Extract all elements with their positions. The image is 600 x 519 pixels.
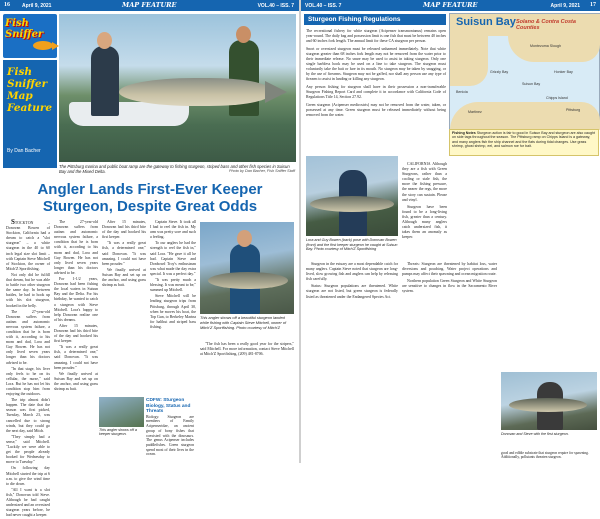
feature-title-line-2: Sniffer: [7, 78, 48, 90]
feature-panel: [3, 60, 57, 168]
logo-text: [5, 18, 43, 40]
right-page-issue: VOL.40 – ISS. 7: [305, 3, 342, 9]
byline: [7, 148, 55, 154]
map-title: Suisun Bay: [456, 16, 516, 28]
col1-text: TOCKTON – Donovan Bowen of Stockton, California had a dream to catch a "slot sturgeon" – a white sturgeon in the 40 to 60 inch legal size slot limit – with Captain Steve Mitchell of Stockton, the owner of Mitch'Z Sportfishing.: [6, 221, 50, 271]
article-column-1: [6, 220, 50, 519]
map-land-west: [450, 36, 488, 86]
secondary-photo: [99, 397, 144, 427]
cdfw-box: [146, 398, 194, 457]
main-photo-credit: Photo by Dan Bacher, Fish Sniffer Staff: [228, 169, 295, 173]
left-page-issue: VOL.40 – ISS. 7: [257, 3, 294, 9]
byline-author: Dan Bacher: [14, 148, 41, 154]
map-land-marsh: [508, 36, 600, 62]
right-page: [301, 0, 600, 463]
article-column-3: [102, 220, 146, 289]
cdfw-title: CDFW: Sturgeon Biology, Status and Threats: [146, 398, 191, 415]
sturgeon-shape: [509, 398, 587, 412]
map-land-south: [450, 102, 600, 130]
col2-paragraph: After 15 minutes, Donovan had his third bite of the day and hooked his first keeper.: [54, 323, 98, 344]
col1-paragraph: On following day Mitchell started the trip at 6 a.m. to give the wind time to die down.: [6, 466, 50, 486]
donovan-steve-photo-caption: Donovan and Steve with the first sturgeon.: [501, 432, 569, 436]
map-label: Chipps Island: [546, 96, 568, 100]
map-label: Grizzly Bay: [490, 70, 509, 74]
left-page-number: 16: [4, 2, 10, 8]
logo-line-2: Sniffer: [5, 29, 44, 40]
col3-paragraph: "It was a really great fish, a determined one," said Donovan. "It was amazing. I could not have been prouder.": [102, 241, 146, 266]
main-photo-caption: The Pittsburg marina and public boat ramp are the gateway to fishing sturgeon, striped bass and other fish species in Suisun Bay and the Mixed Delta.: [59, 164, 290, 174]
bowen-family-photo: [306, 156, 398, 236]
col4-paragraph: Captain Steve. It took all I had to reel the fish in. My arm was pretty sore and such a feeling.: [150, 220, 196, 240]
bowen-photo-caption-text: Lora and Guy Bowen (back) pose with Donovan Bowen (front) and the first keeper sturgeon he caught at Suisun Bay.: [306, 238, 398, 251]
col3-paragraph: We finally arrived at Suisun Bay and set up on the anchor, and using grass shrimp as bait.: [102, 267, 146, 288]
right-page-number: 17: [590, 2, 596, 8]
col2-paragraph: The 27-year-old Donovan suffers from autism and autonomic nervous system failure, a condition that he is born with it, according to his mom and dad, Lora and Guy Bowen. He has not only lived seven years longer than his doctors advised to be.: [54, 220, 98, 275]
logo-line-1: Fish: [5, 18, 29, 29]
bowen-photo-caption: [306, 238, 398, 252]
byline-by: By: [7, 148, 13, 154]
map-note-text: Sturgeon action is fair to good in Suisun Bay and sturgeon are also caught on side tags throughout the season. The Pittsburg ramp on Chipps Island is a gateway, and many anglers fish the ship channel and the flats during tidal changes. Use grass shrimp, ghost shrimp, eel, and salmon roe for bait.: [452, 131, 596, 148]
col4-paragraph: To our anglers he had the strength to reel the fish in," said Lora. "He gave it all he had. Captain Steve and Donbowd Troy's enthusiasm was what made the day extra special. It was a perfect day.": [150, 241, 196, 276]
fish-icon: [33, 41, 53, 50]
right-page-section: MAP FEATURE: [423, 1, 478, 9]
map-label: Benicia: [456, 90, 468, 94]
feature-title-line-3: Map: [7, 90, 33, 102]
bowen-photo-credit: Photo courtesy of Mitch'Z Sportfishing: [314, 247, 377, 251]
cdfw-text: Biology: Sturgeon are members of Family Acipenseridae, an ancient group of bony fishes that coexisted with the dinosaurs. The genus Acipenser includes paddlefishes. Green sturgeon spend most of their lives in the ocean.: [146, 414, 194, 457]
article-headline: Angler Lands First-Ever Keeper Sturgeon, Despite Great Odds: [37, 181, 263, 215]
rcol2-paragraph: Sturgeon in the estuary are a most dependable catch for many anglers. Captain Steve noted that sturgeon are long-lived, slow growing fish and anglers can help by releasing fish carefully.: [306, 262, 398, 282]
regulations-title: Sturgeon Fishing Regulations: [304, 14, 446, 25]
boat-shape: [69, 102, 189, 126]
sturgeon-shape: [208, 272, 288, 289]
col1-paragraph: The trip almost didn't happen. The date that the season was first picked, Tuesday, March 23, was cancelled due to strong winds, but they could go the next day, said Mitch.: [6, 398, 50, 433]
regulations-text: [306, 29, 446, 121]
map-label: Pittsburg: [566, 108, 581, 112]
article-column-4: [150, 220, 196, 331]
sturgeon-shape: [119, 78, 269, 106]
sturgeon-shape: [310, 196, 394, 212]
right-page-header-bar: [301, 0, 600, 11]
col2-paragraph: For 1-1/2 years, Donovan had been fishing the local waters in Suisun Bay and the Delta. For his birthday, he wanted to catch a sturgeon with Steve Mitchell. Lora's happy to help Donovan realize one of his dreams.: [54, 277, 98, 322]
article-column-2: [54, 220, 98, 393]
col1-paragraph: "They simply had a sense," said Mitchell. "Luckily we were able to get the people already booked for Wednesday to move to Tuesday.": [6, 434, 50, 465]
rcol1-paragraph: CALIFORNIA Although they are a fish with Green Sturgeons, rather than a cooling or stale fish, the more the fishing pressure, the nearer the regs, the more the story can sustain. Please and vinyl.: [402, 162, 447, 202]
angler-photo-caption-text: This angler shows off a beautiful sturgeon landed while fishing with Captain Steve Mitchell, owner of Mitch'Z Sportfishing.: [200, 315, 287, 330]
left-page: [0, 0, 299, 518]
col1-paragraph: [6, 220, 50, 272]
donovan-steve-photo: [501, 372, 597, 430]
angler-photo-caption: [200, 316, 294, 330]
map-label: Honker Bay: [554, 70, 573, 74]
feature-title-line-4: Feature: [7, 102, 53, 114]
map-fishing-notes: [449, 129, 599, 156]
article-column-5: [200, 342, 294, 358]
col1-paragraph: Not only did he fulfill that dream, but he was able to battle two other sturgeon the same day. In between battles, he had to hook up with his slot sturgeon, hooked in the belly.: [6, 272, 50, 308]
right-bottom-text: good and edible substrate that sturgeon require for spawning. Additionally, pollutants threaten sturgeon.: [501, 451, 589, 460]
angler-head-2: [236, 26, 251, 43]
col1-paragraph: The 27-year-old Donovan suffers from autism and autonomic nervous system failure, a condition that he is born with it, according to his mom and dad, Lora and Guy Bowen. He has not only lived seven years longer than his doctors advised to be.: [6, 309, 50, 365]
right-column-1: [402, 162, 447, 242]
col5-paragraph: "The fish has been a really good year for the stripers," said Mitchell. For more information, contact Steve Mitchell at Mitch'Z Sportfishing, (209) 481-8706.: [200, 342, 294, 357]
col4-paragraph: Steve Mitchell will be leading sturgeon trips from Pittsburg, through April 30, when he moves his boat, the Top Gun, to Berkeley Marina for halibut and striped bass fishing.: [150, 294, 196, 329]
map-subtitle: Solano & Contra Costa Counties: [516, 19, 576, 31]
col3-paragraph: After 15 minutes, Donovan had his third bite of the day and hooked his first keeper.: [102, 220, 146, 240]
secondary-photo-caption: This angler shows off a keeper sturgeon.: [99, 428, 137, 437]
angler-figure-1: [91, 46, 119, 116]
col4-paragraph: "It was pretty much a blessing. It was meant to be," summed up Mitchell.: [150, 278, 196, 293]
right-column-3: [402, 262, 497, 297]
col1-paragraph: "All I want is a slot fish," Donovan told Steve. Although he had caught undersized and an oversized sturgeon years before, he had never caught a keeper.: [6, 487, 50, 518]
drop-cap: S: [11, 218, 15, 226]
left-page-section: MAP FEATURE: [122, 1, 177, 9]
col2-paragraph: "It was a really great fish, a determined one," said Donovan. "It was amazing. I could not have been prouder.": [54, 345, 98, 370]
main-photo: [59, 14, 296, 162]
angler-photo: [200, 222, 294, 314]
left-page-header-bar: [0, 0, 299, 11]
rcol2-paragraph: Status: Sturgeon populations are threatened. White sturgeon are not listed, but green sturgeon is federally listed as threatened under the Endangered Species Act.: [306, 284, 398, 299]
rcol3-paragraph: Threats: Sturgeon are threatened by habitat loss, water diversions and poaching. Water project operations and pumps may affect their spawning and ocean migration route.: [402, 262, 497, 277]
col1-paragraph: "In that stage, his liver only feels to be on its cellular, the nurse," said Lora. But he has not let his condition stop him from enjoying the outdoors.: [6, 366, 50, 397]
regulation-paragraph: The recreational fishery for white sturgeon (Acipenser transmontanus) remains open year-round. The daily bag and possession limit is one fish that must be between 40 inches and 60 inches fork length. The annual limit for these CA sturgeon per person.: [306, 29, 446, 43]
angler-head-1: [97, 32, 112, 49]
regulation-paragraph: Snort or oversized sturgeon must be released unharmed immediately. Note that white sturgeon greater than 68 inches fork length may not be removed from the water prior to their immediate release. No snare may be used to assist in taking sturgeon. Only one single barbless hook may be used on a line to take sturgeon. The sturgeon must voluntarily take the bait or lure in its mouth. No sturgeon may be taken by snagging, or by the use of firearms. Sturgeon may not be gaffed, nor shall any person use any type of firearm to assist in landing or killing any sturgeon.: [306, 47, 446, 81]
map-note-title: Fishing Notes: [452, 131, 476, 135]
col2-paragraph: We finally arrived at Suisun Bay and set up on the anchor, and using grass shrimp as bait.: [54, 371, 98, 391]
angler-head: [237, 230, 252, 247]
map-label: Suisun Bay: [522, 82, 541, 86]
suisun-bay-map: [449, 13, 600, 130]
rcol1-paragraph: Sturgeon have been found to be a long-living fish, greater than a century. Although many anglers catch undersized fish, it takes them an anomaly as keeper.: [402, 204, 447, 240]
feature-title: [7, 66, 55, 114]
angler-photo-credit: Photo courtesy of Mitch'Z: [236, 324, 280, 330]
feature-title-line-1: Fish: [7, 66, 32, 78]
regulation-paragraph: Green sturgeon (Acipenser medirostris) may not be removed from the water, taken, or possessed at any time. Green sturgeon must be released immediately without being removed from the water.: [306, 103, 446, 117]
fish-sniffer-logo: [3, 14, 57, 58]
right-page-date: April 9, 2021: [550, 3, 580, 9]
rcol3-paragraph: Northern population Green Sturgeon and White Sturgeon are sensitive to changes in flow in the Sacramento River system.: [402, 279, 497, 294]
map-label: Montezuma Slough: [530, 44, 561, 48]
map-label: Martinez: [468, 110, 482, 114]
regulation-paragraph: Any person fishing for sturgeon shall have in their possession a non-transferable Sturgeon Fishing Report Card and complete it in accordance with California Code of Regulations Title 14, Section 27.92.: [306, 85, 446, 99]
right-column-2: [306, 262, 398, 302]
left-page-date: April 9, 2021: [22, 3, 52, 9]
